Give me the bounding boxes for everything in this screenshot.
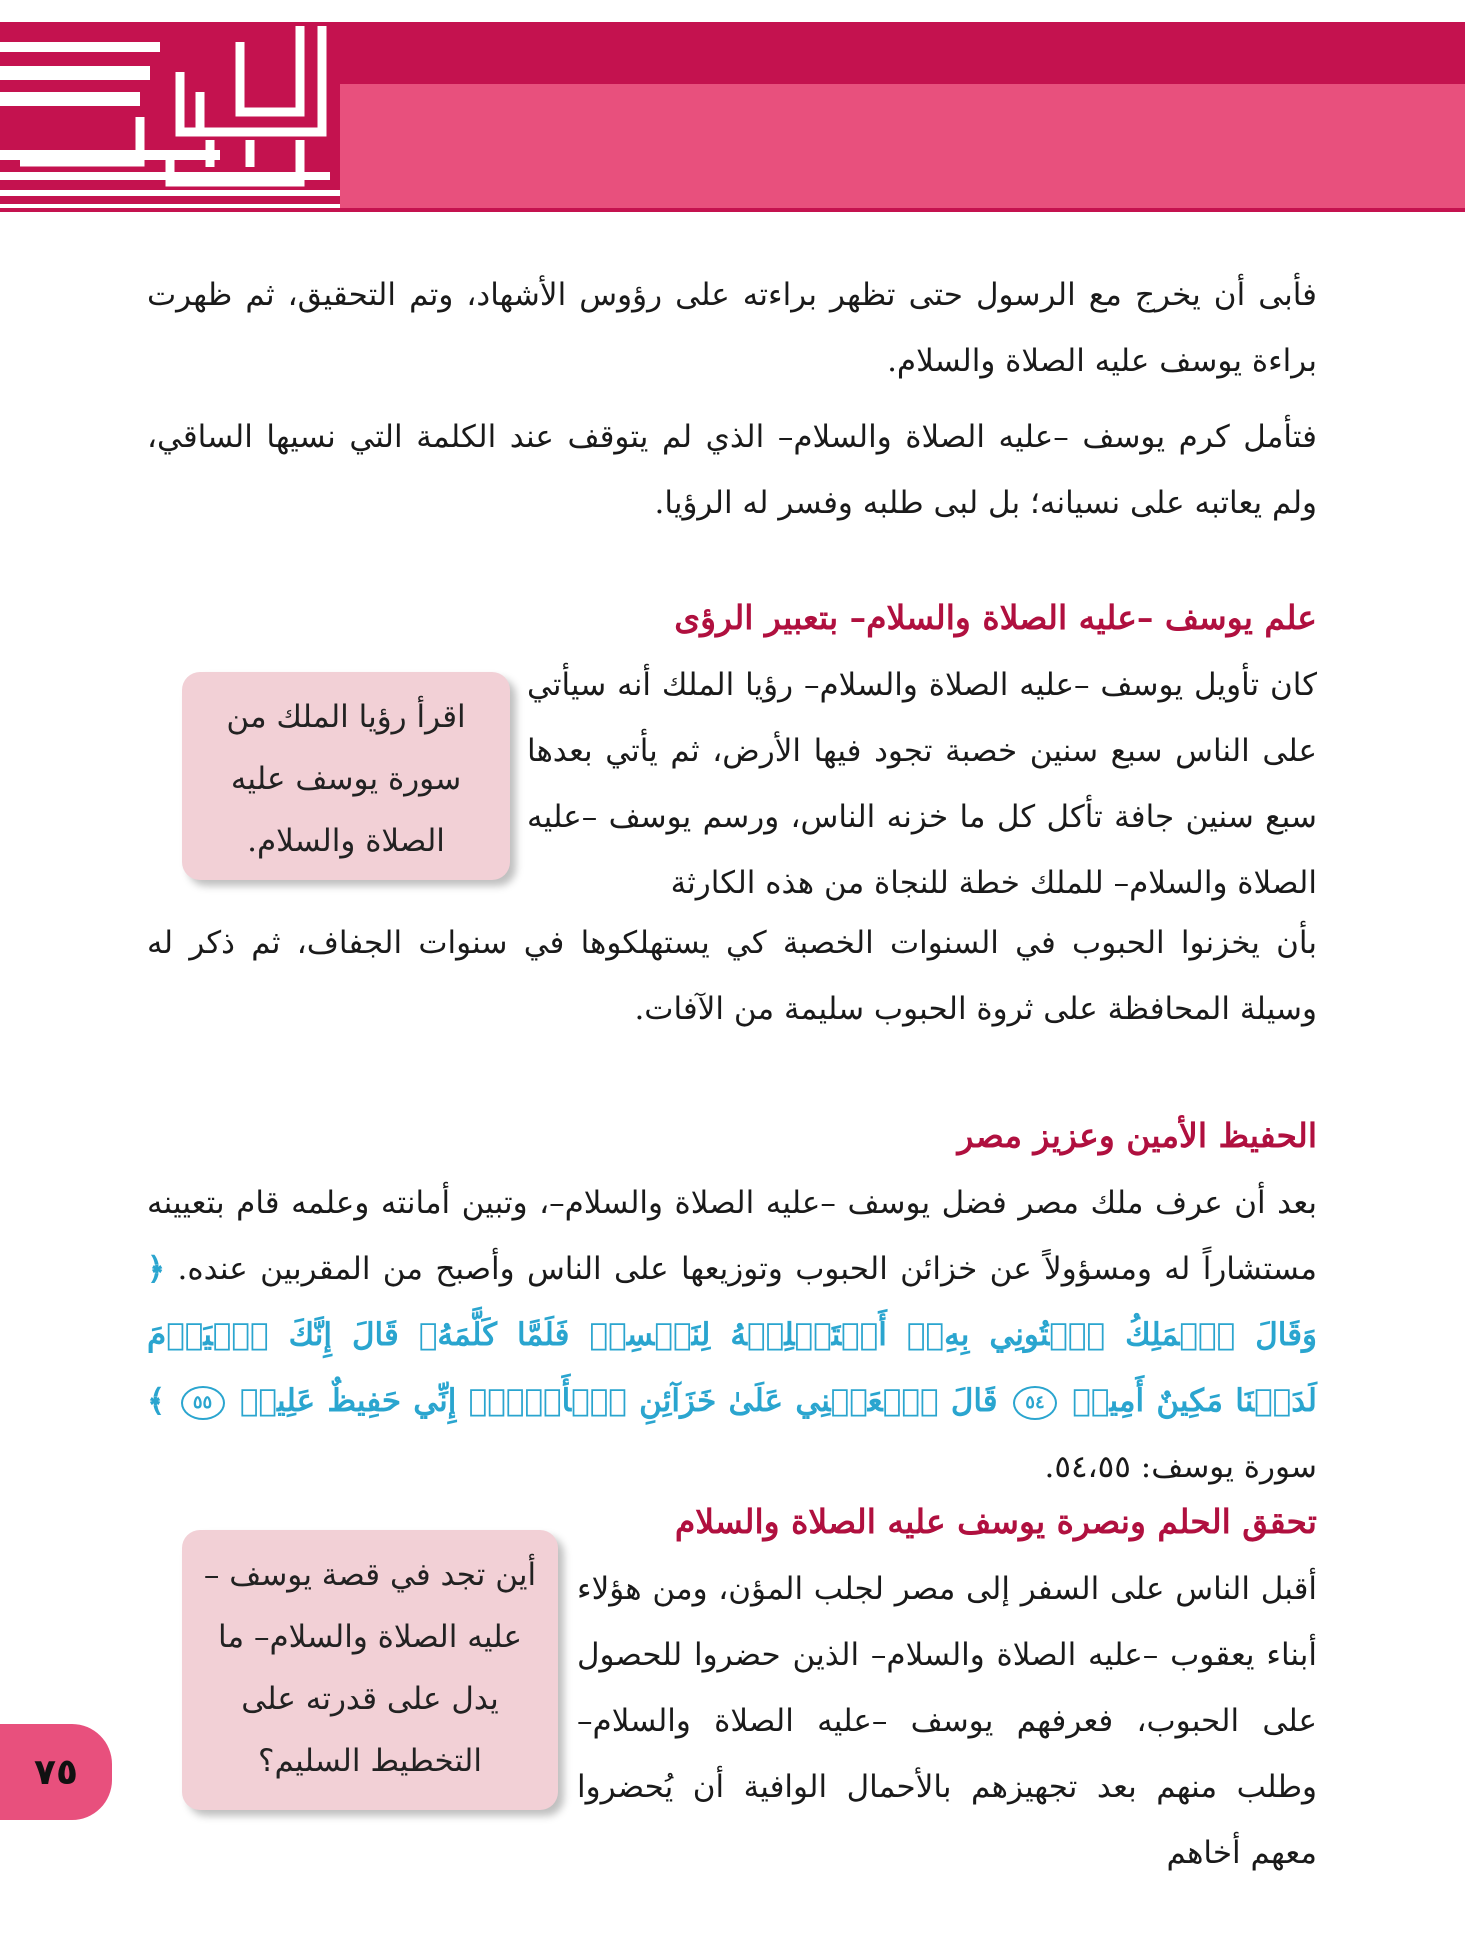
- quran-verse-54: وَقَالَ ٱلۡمَلِكُ ٱئۡتُونِي بِهِۦٓ أَسۡتَخۡلِصۡهُ لِنَفۡسِيۖ فَلَمَّا كَلَّمَهُۥ قَالَ إِنَّكَ ٱلۡيَوۡمَ لَدَيۡنَا مَكِينٌ أَمِينٞ: [147, 1317, 1317, 1419]
- quran-brace-close: ﴾: [147, 1383, 166, 1419]
- note-box-1: اقرأ رؤيا الملك من سورة يوسف عليه الصلاة والسلام.: [182, 672, 510, 880]
- section-3-body: أقبل الناس على السفر إلى مصر لجلب المؤن، ومن هؤلاء أبناء يعقوب –عليه الصلاة والسلام– الذين حضروا للحصول على الحبوب، فعرفهم يوسف –عليه الصلاة والسلام– وطلب منهم بعد تجهيزهم بالأحمال الوافية أن يُحضروا معهم أخاهم: [577, 1571, 1317, 1871]
- quran-verse-55: قَالَ ٱجۡعَلۡنِي عَلَىٰ خَزَآئِنِ ٱلۡأَرۡضِۖ إِنِّي حَفِيظٌ عَلِيمٞ: [239, 1383, 998, 1419]
- section-3-title: تحقق الحلم ونصرة يوسف عليه الصلاة والسلام: [674, 1502, 1317, 1541]
- section-1-body-part1: كان تأويل يوسف –عليه الصلاة والسلام– رؤيا الملك أنه سيأتي على الناس سبع سنين خصبة تجود فيها الأرض، ثم يأتي بعدها سبع سنين جافة تأكل كل ما خزنه الناس، ورسم يوسف –عليه الصلاة والسلام– للملك خطة للنجاة من هذه الكارثة: [527, 667, 1317, 901]
- section-1-body-part2: بأن يخزنوا الحبوب في السنوات الخصبة كي يستهلكوها في سنوات الجفاف، ثم ذكر له وسيلة المحافظة على ثروة الحبوب سليمة من الآفات.: [147, 925, 1317, 1027]
- note-box-2: أين تجد في قصة يوسف –عليه الصلاة والسلام– ما يدل على قدرته على التخطيط السليم؟: [182, 1530, 558, 1810]
- quran-brace-open: ﴿: [147, 1251, 166, 1287]
- section-2-text: بعد أن عرف ملك مصر فضل يوسف –عليه الصلاة والسلام–، وتبين أمانته وعلمه قام بتعيينه مستشاراً له ومسؤولاً عن خزائن الحبوب وتوزيعها على الناس وأصبح من المقربين عنده.: [147, 1185, 1317, 1287]
- paragraph-1: فأبى أن يخرج مع الرسول حتى تظهر براءته على رؤوس الأشهاد، وتم التحقيق، ثم ظهرت براءة يوسف عليه الصلاة والسلام.: [147, 277, 1317, 379]
- page-number: ٧٥: [0, 1724, 112, 1820]
- ayah-number-54: ٥٤: [1013, 1386, 1057, 1420]
- series-logo: [0, 22, 340, 212]
- header-band-dark: [340, 22, 1465, 84]
- quran-citation: سورة يوسف: ٥٤،٥٥.: [1044, 1449, 1317, 1485]
- section-1-title: علم يوسف –عليه الصلاة والسلام– بتعبير الرؤى: [674, 598, 1317, 637]
- paragraph-2: فتأمل كرم يوسف –عليه الصلاة والسلام– الذي لم يتوقف عند الكلمة التي نسيها الساقي، ولم يعاتبه على نسيانه؛ بل لبى طلبه وفسر له الرؤيا.: [147, 419, 1317, 521]
- series-logo-graphic: [0, 22, 340, 212]
- header-band-light: [340, 84, 1465, 208]
- series-logo-text: [0, 22, 1, 23]
- ayah-number-55: ٥٥: [181, 1386, 225, 1420]
- section-2-title: الحفيظ الأمين وعزيز مصر: [957, 1116, 1317, 1155]
- section-2-body: [147, 1170, 1317, 1500]
